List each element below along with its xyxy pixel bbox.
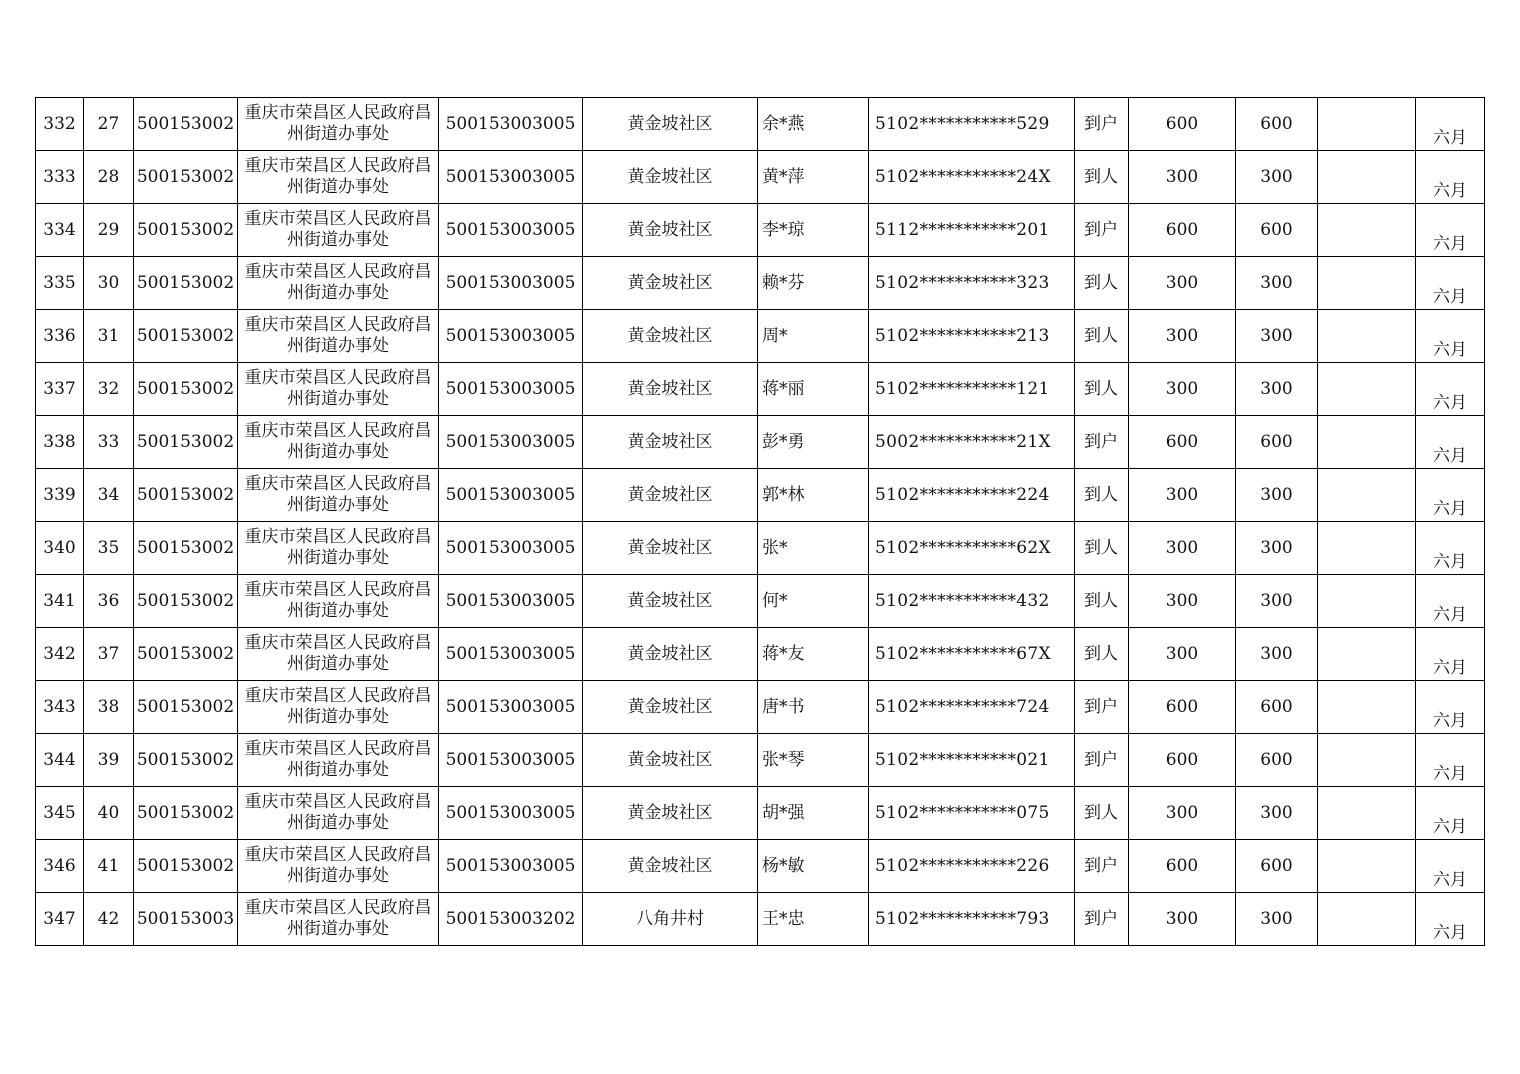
cell-no: 35	[84, 522, 134, 575]
cell-organization: 重庆市荣昌区人民政府昌州街道办事处	[238, 469, 439, 522]
cell-month: 六月	[1416, 151, 1485, 204]
cell-amount: 300	[1129, 893, 1236, 946]
data-table	[35, 97, 1485, 946]
cell-amount: 600	[1129, 681, 1236, 734]
cell-amount: 600	[1129, 98, 1236, 151]
cell-village-code: 500153003005	[439, 310, 583, 363]
table-row	[36, 575, 1485, 628]
cell-name: 唐*书	[758, 681, 869, 734]
cell-subsidy-type: 到人	[1075, 363, 1129, 416]
cell-id-number: 5102***********62X	[869, 522, 1075, 575]
cell-subsidy-type: 到人	[1075, 257, 1129, 310]
cell-name: 余*燕	[758, 98, 869, 151]
cell-name: 彭*勇	[758, 416, 869, 469]
cell-district-code: 500153002	[134, 151, 238, 204]
cell-note	[1318, 628, 1416, 681]
cell-name: 李*琼	[758, 204, 869, 257]
cell-district-code: 500153002	[134, 310, 238, 363]
cell-village: 黄金坡社区	[583, 787, 758, 840]
cell-organization: 重庆市荣昌区人民政府昌州街道办事处	[238, 98, 439, 151]
cell-month: 六月	[1416, 416, 1485, 469]
cell-amount-paid: 300	[1236, 522, 1318, 575]
cell-district-code: 500153002	[134, 575, 238, 628]
cell-seq: 340	[36, 522, 84, 575]
cell-village: 黄金坡社区	[583, 151, 758, 204]
cell-subsidy-type: 到人	[1075, 522, 1129, 575]
cell-id-number: 5102***********724	[869, 681, 1075, 734]
cell-organization: 重庆市荣昌区人民政府昌州街道办事处	[238, 734, 439, 787]
cell-subsidy-type: 到户	[1075, 416, 1129, 469]
cell-amount: 300	[1129, 628, 1236, 681]
table-row	[36, 363, 1485, 416]
cell-village-code: 500153003202	[439, 893, 583, 946]
cell-month: 六月	[1416, 363, 1485, 416]
table-body	[36, 98, 1485, 946]
cell-no: 39	[84, 734, 134, 787]
cell-no: 27	[84, 98, 134, 151]
cell-id-number: 5102***********24X	[869, 151, 1075, 204]
cell-organization: 重庆市荣昌区人民政府昌州街道办事处	[238, 893, 439, 946]
cell-subsidy-type: 到人	[1075, 469, 1129, 522]
cell-village: 黄金坡社区	[583, 363, 758, 416]
cell-name: 黄*萍	[758, 151, 869, 204]
cell-seq: 335	[36, 257, 84, 310]
cell-village: 黄金坡社区	[583, 575, 758, 628]
cell-name: 周*	[758, 310, 869, 363]
cell-id-number: 5002***********21X	[869, 416, 1075, 469]
cell-village-code: 500153003005	[439, 575, 583, 628]
cell-district-code: 500153002	[134, 840, 238, 893]
cell-note	[1318, 840, 1416, 893]
cell-amount: 300	[1129, 469, 1236, 522]
cell-seq: 332	[36, 98, 84, 151]
cell-amount-paid: 300	[1236, 575, 1318, 628]
cell-seq: 347	[36, 893, 84, 946]
table-row	[36, 734, 1485, 787]
cell-district-code: 500153002	[134, 681, 238, 734]
table-row	[36, 840, 1485, 893]
cell-seq: 338	[36, 416, 84, 469]
table-row	[36, 469, 1485, 522]
cell-seq: 346	[36, 840, 84, 893]
cell-district-code: 500153002	[134, 416, 238, 469]
cell-seq: 333	[36, 151, 84, 204]
cell-subsidy-type: 到户	[1075, 734, 1129, 787]
cell-month: 六月	[1416, 575, 1485, 628]
cell-no: 34	[84, 469, 134, 522]
cell-note	[1318, 681, 1416, 734]
cell-district-code: 500153002	[134, 204, 238, 257]
cell-id-number: 5102***********226	[869, 840, 1075, 893]
cell-amount: 300	[1129, 363, 1236, 416]
cell-subsidy-type: 到人	[1075, 310, 1129, 363]
cell-name: 蒋*丽	[758, 363, 869, 416]
cell-amount-paid: 600	[1236, 98, 1318, 151]
cell-id-number: 5102***********224	[869, 469, 1075, 522]
cell-village-code: 500153003005	[439, 204, 583, 257]
cell-name: 张*	[758, 522, 869, 575]
cell-month: 六月	[1416, 469, 1485, 522]
cell-note	[1318, 151, 1416, 204]
cell-district-code: 500153003	[134, 893, 238, 946]
cell-organization: 重庆市荣昌区人民政府昌州街道办事处	[238, 204, 439, 257]
cell-village: 黄金坡社区	[583, 522, 758, 575]
cell-amount-paid: 600	[1236, 204, 1318, 257]
cell-organization: 重庆市荣昌区人民政府昌州街道办事处	[238, 840, 439, 893]
cell-id-number: 5112***********201	[869, 204, 1075, 257]
cell-month: 六月	[1416, 522, 1485, 575]
cell-note	[1318, 204, 1416, 257]
cell-month: 六月	[1416, 628, 1485, 681]
cell-village-code: 500153003005	[439, 257, 583, 310]
cell-subsidy-type: 到人	[1075, 151, 1129, 204]
cell-organization: 重庆市荣昌区人民政府昌州街道办事处	[238, 575, 439, 628]
cell-no: 41	[84, 840, 134, 893]
cell-organization: 重庆市荣昌区人民政府昌州街道办事处	[238, 681, 439, 734]
cell-month: 六月	[1416, 840, 1485, 893]
cell-id-number: 5102***********213	[869, 310, 1075, 363]
cell-amount-paid: 600	[1236, 734, 1318, 787]
cell-no: 30	[84, 257, 134, 310]
cell-organization: 重庆市荣昌区人民政府昌州街道办事处	[238, 151, 439, 204]
cell-district-code: 500153002	[134, 257, 238, 310]
cell-subsidy-type: 到人	[1075, 628, 1129, 681]
cell-village-code: 500153003005	[439, 734, 583, 787]
cell-id-number: 5102***********075	[869, 787, 1075, 840]
cell-subsidy-type: 到户	[1075, 98, 1129, 151]
cell-district-code: 500153002	[134, 628, 238, 681]
cell-amount-paid: 300	[1236, 257, 1318, 310]
cell-month: 六月	[1416, 204, 1485, 257]
cell-organization: 重庆市荣昌区人民政府昌州街道办事处	[238, 628, 439, 681]
cell-seq: 341	[36, 575, 84, 628]
cell-organization: 重庆市荣昌区人民政府昌州街道办事处	[238, 787, 439, 840]
cell-amount: 300	[1129, 151, 1236, 204]
cell-no: 36	[84, 575, 134, 628]
cell-amount-paid: 300	[1236, 151, 1318, 204]
cell-no: 40	[84, 787, 134, 840]
cell-amount: 600	[1129, 734, 1236, 787]
cell-village: 黄金坡社区	[583, 98, 758, 151]
cell-month: 六月	[1416, 734, 1485, 787]
cell-month: 六月	[1416, 681, 1485, 734]
cell-village-code: 500153003005	[439, 522, 583, 575]
cell-no: 42	[84, 893, 134, 946]
cell-district-code: 500153002	[134, 787, 238, 840]
cell-village-code: 500153003005	[439, 98, 583, 151]
cell-id-number: 5102***********793	[869, 893, 1075, 946]
cell-seq: 334	[36, 204, 84, 257]
cell-amount-paid: 300	[1236, 893, 1318, 946]
cell-id-number: 5102***********432	[869, 575, 1075, 628]
cell-village-code: 500153003005	[439, 681, 583, 734]
cell-subsidy-type: 到人	[1075, 575, 1129, 628]
cell-seq: 336	[36, 310, 84, 363]
table-row	[36, 416, 1485, 469]
cell-village: 黄金坡社区	[583, 257, 758, 310]
cell-amount-paid: 600	[1236, 416, 1318, 469]
cell-village: 黄金坡社区	[583, 681, 758, 734]
cell-note	[1318, 363, 1416, 416]
cell-district-code: 500153002	[134, 734, 238, 787]
cell-village-code: 500153003005	[439, 151, 583, 204]
cell-note	[1318, 257, 1416, 310]
cell-month: 六月	[1416, 98, 1485, 151]
table-row	[36, 204, 1485, 257]
cell-amount: 600	[1129, 840, 1236, 893]
cell-note	[1318, 893, 1416, 946]
cell-note	[1318, 787, 1416, 840]
table-row	[36, 522, 1485, 575]
cell-id-number: 5102***********67X	[869, 628, 1075, 681]
cell-organization: 重庆市荣昌区人民政府昌州街道办事处	[238, 363, 439, 416]
cell-village: 黄金坡社区	[583, 204, 758, 257]
cell-no: 29	[84, 204, 134, 257]
cell-amount: 300	[1129, 522, 1236, 575]
cell-name: 蒋*友	[758, 628, 869, 681]
cell-village: 黄金坡社区	[583, 310, 758, 363]
cell-no: 37	[84, 628, 134, 681]
cell-name: 郭*林	[758, 469, 869, 522]
cell-organization: 重庆市荣昌区人民政府昌州街道办事处	[238, 310, 439, 363]
cell-no: 38	[84, 681, 134, 734]
cell-district-code: 500153002	[134, 98, 238, 151]
cell-subsidy-type: 到户	[1075, 893, 1129, 946]
table-row	[36, 787, 1485, 840]
cell-name: 杨*敏	[758, 840, 869, 893]
cell-seq: 337	[36, 363, 84, 416]
cell-seq: 345	[36, 787, 84, 840]
table-row	[36, 151, 1485, 204]
cell-amount-paid: 300	[1236, 310, 1318, 363]
cell-seq: 344	[36, 734, 84, 787]
table-row	[36, 98, 1485, 151]
cell-village: 黄金坡社区	[583, 416, 758, 469]
cell-name: 张*琴	[758, 734, 869, 787]
cell-village-code: 500153003005	[439, 469, 583, 522]
cell-month: 六月	[1416, 310, 1485, 363]
cell-no: 32	[84, 363, 134, 416]
cell-seq: 343	[36, 681, 84, 734]
cell-subsidy-type: 到户	[1075, 840, 1129, 893]
cell-id-number: 5102***********121	[869, 363, 1075, 416]
cell-amount-paid: 600	[1236, 840, 1318, 893]
cell-village-code: 500153003005	[439, 787, 583, 840]
cell-district-code: 500153002	[134, 522, 238, 575]
cell-month: 六月	[1416, 257, 1485, 310]
cell-note	[1318, 469, 1416, 522]
cell-note	[1318, 734, 1416, 787]
cell-amount: 600	[1129, 204, 1236, 257]
cell-organization: 重庆市荣昌区人民政府昌州街道办事处	[238, 522, 439, 575]
cell-village: 八角井村	[583, 893, 758, 946]
cell-amount-paid: 600	[1236, 681, 1318, 734]
cell-amount-paid: 300	[1236, 469, 1318, 522]
cell-organization: 重庆市荣昌区人民政府昌州街道办事处	[238, 257, 439, 310]
table-row	[36, 893, 1485, 946]
cell-seq: 342	[36, 628, 84, 681]
cell-village-code: 500153003005	[439, 416, 583, 469]
cell-note	[1318, 310, 1416, 363]
table-row	[36, 257, 1485, 310]
cell-no: 31	[84, 310, 134, 363]
cell-district-code: 500153002	[134, 469, 238, 522]
cell-village-code: 500153003005	[439, 628, 583, 681]
cell-amount-paid: 300	[1236, 628, 1318, 681]
cell-village: 黄金坡社区	[583, 628, 758, 681]
cell-village-code: 500153003005	[439, 363, 583, 416]
cell-subsidy-type: 到户	[1075, 681, 1129, 734]
cell-amount: 300	[1129, 257, 1236, 310]
cell-amount-paid: 300	[1236, 787, 1318, 840]
cell-name: 胡*强	[758, 787, 869, 840]
cell-month: 六月	[1416, 787, 1485, 840]
cell-no: 28	[84, 151, 134, 204]
table-row	[36, 310, 1485, 363]
cell-amount: 600	[1129, 416, 1236, 469]
cell-village: 黄金坡社区	[583, 469, 758, 522]
cell-id-number: 5102***********529	[869, 98, 1075, 151]
cell-village: 黄金坡社区	[583, 734, 758, 787]
cell-id-number: 5102***********323	[869, 257, 1075, 310]
cell-note	[1318, 522, 1416, 575]
cell-village: 黄金坡社区	[583, 840, 758, 893]
cell-seq: 339	[36, 469, 84, 522]
table-row	[36, 628, 1485, 681]
cell-amount-paid: 300	[1236, 363, 1318, 416]
cell-name: 王*忠	[758, 893, 869, 946]
cell-no: 33	[84, 416, 134, 469]
cell-name: 何*	[758, 575, 869, 628]
cell-amount: 300	[1129, 787, 1236, 840]
cell-name: 赖*芬	[758, 257, 869, 310]
cell-subsidy-type: 到户	[1075, 204, 1129, 257]
table-row	[36, 681, 1485, 734]
cell-note	[1318, 575, 1416, 628]
cell-amount: 300	[1129, 310, 1236, 363]
cell-note	[1318, 416, 1416, 469]
cell-district-code: 500153002	[134, 363, 238, 416]
cell-amount: 300	[1129, 575, 1236, 628]
cell-subsidy-type: 到人	[1075, 787, 1129, 840]
cell-id-number: 5102***********021	[869, 734, 1075, 787]
cell-note	[1318, 98, 1416, 151]
cell-organization: 重庆市荣昌区人民政府昌州街道办事处	[238, 416, 439, 469]
cell-village-code: 500153003005	[439, 840, 583, 893]
cell-month: 六月	[1416, 893, 1485, 946]
